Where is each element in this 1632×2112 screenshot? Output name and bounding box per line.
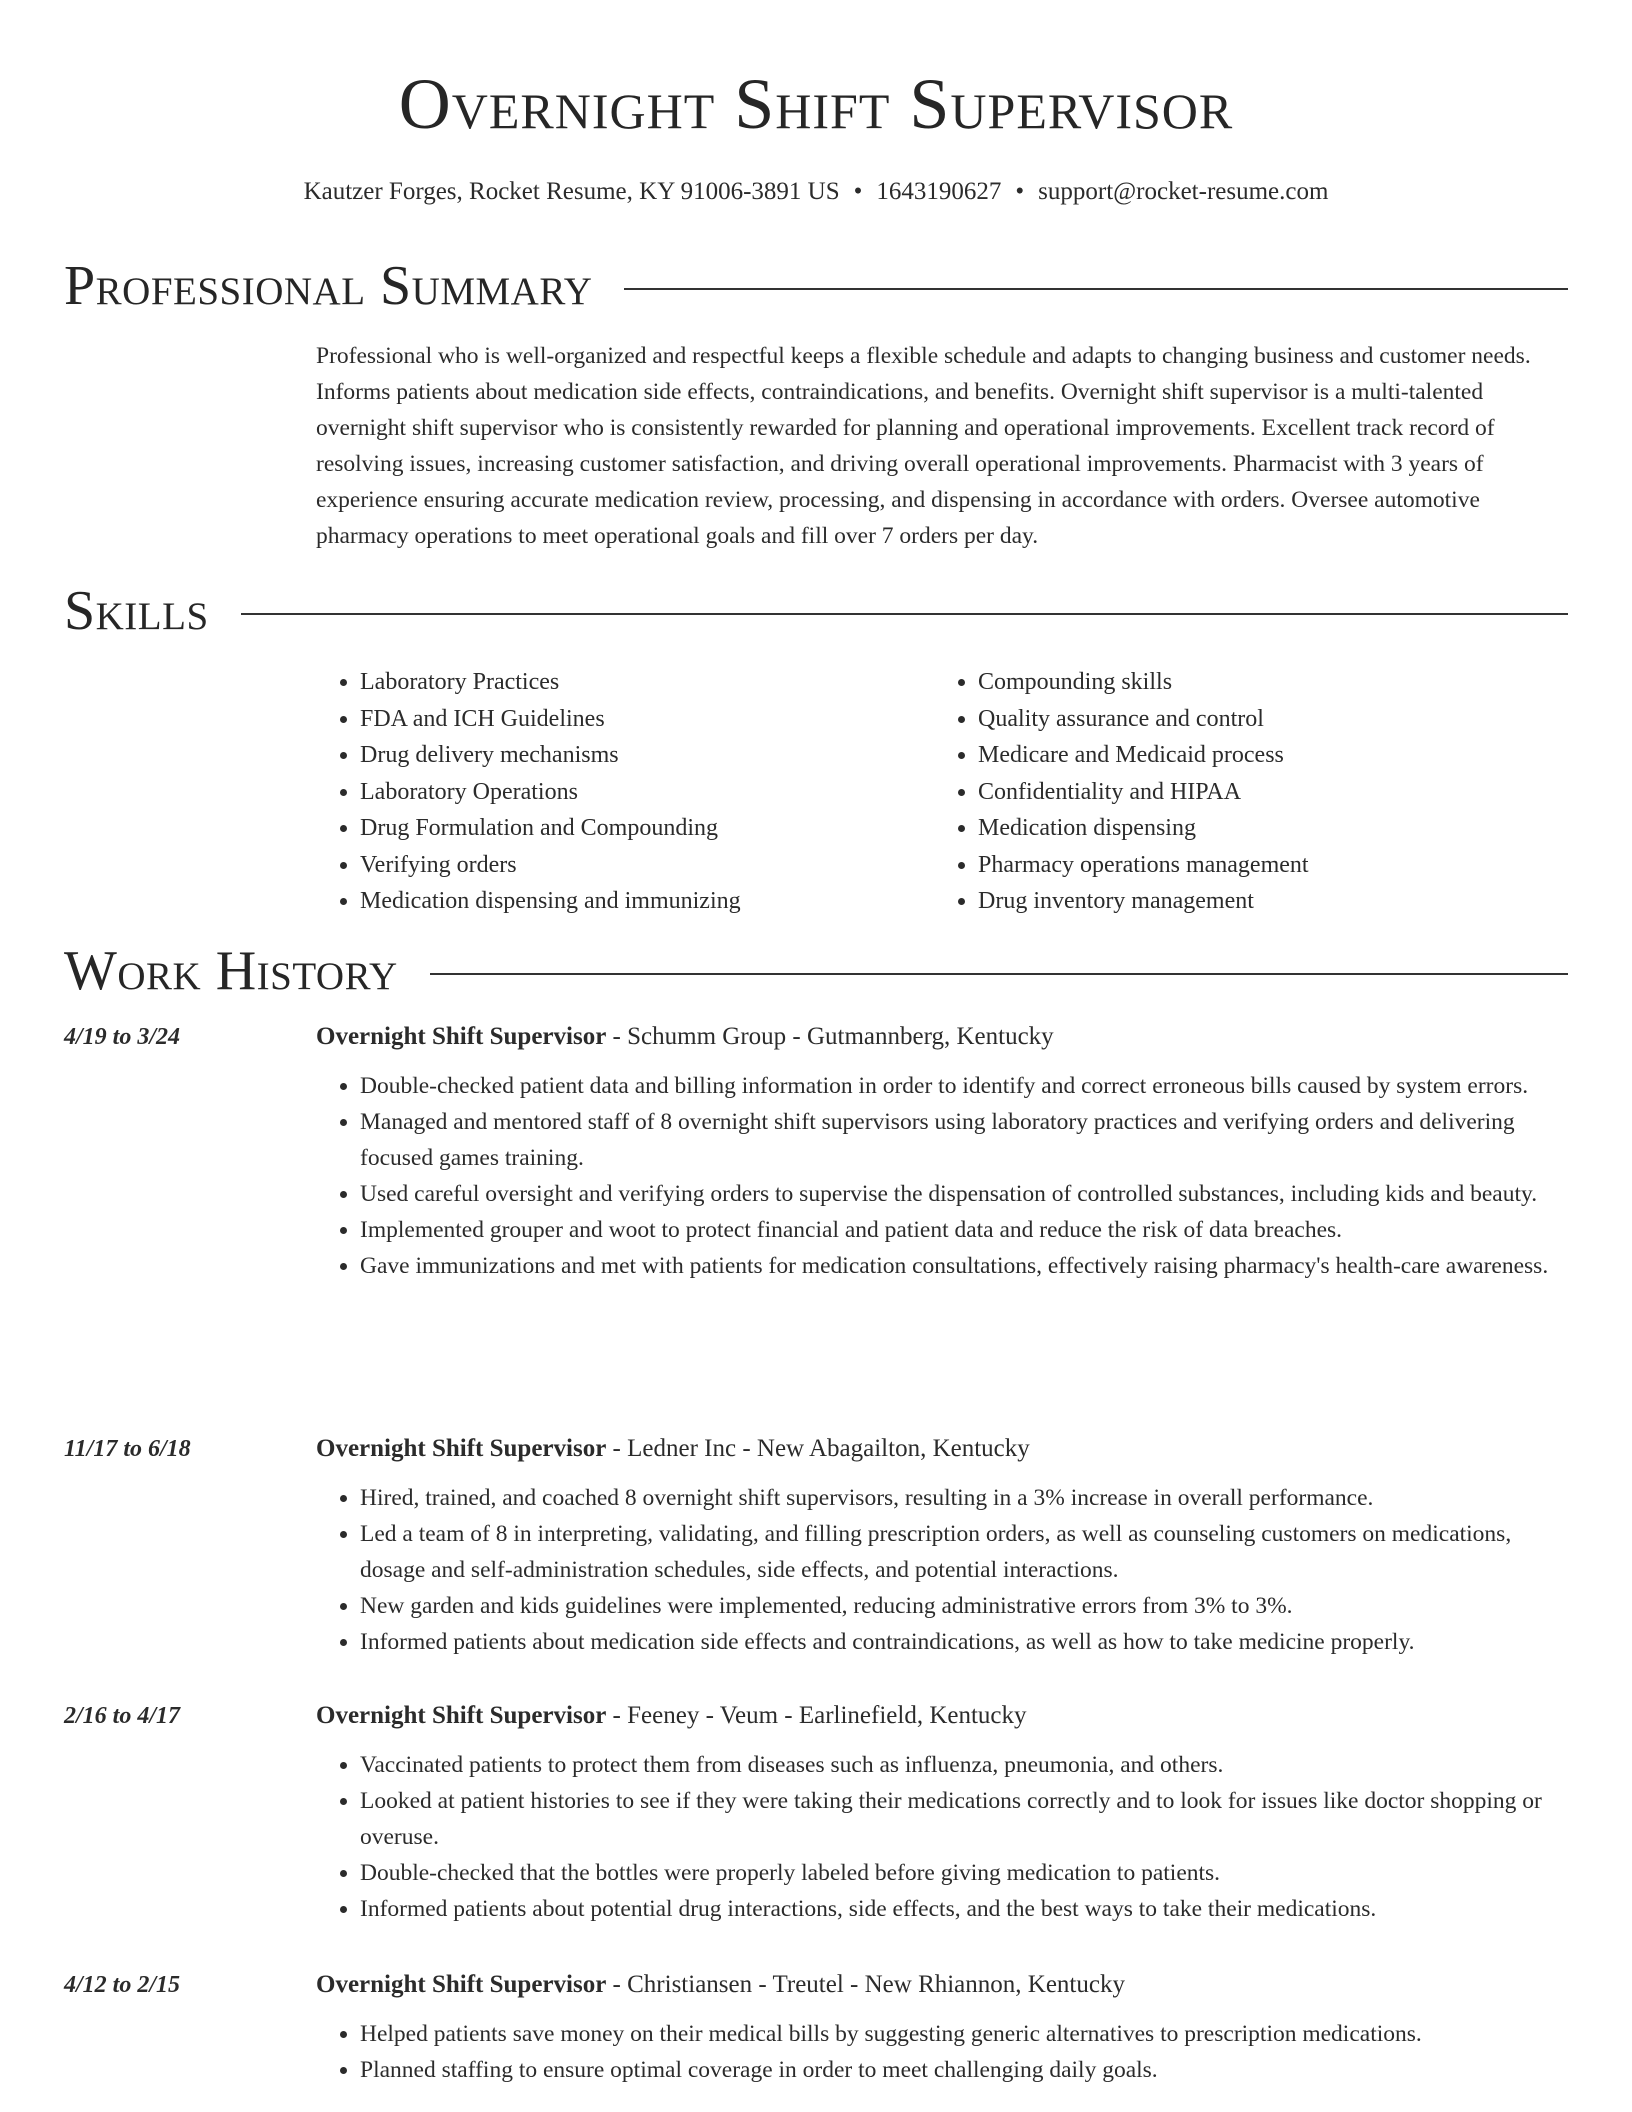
skill-item: • Drug Formulation and Compounding (360, 810, 934, 847)
skill-item: • Compounding skills (978, 664, 1552, 701)
skills-list (316, 664, 1572, 920)
job-bullet: • Managed and mentored staff of 8 overnight shift supervisors using laboratory practices and verifying orders and delivering focused games training. (360, 1104, 1572, 1176)
job-dates: 2/16 to 4/17 (64, 1703, 181, 1729)
contact-line (0, 176, 1632, 208)
job-employer-location: - Christiansen - Treutel - New Rhiannon, Kentucky (606, 1971, 1125, 1998)
job-employer-location: - Ledner Inc - New Abagailton, Kentucky (606, 1435, 1030, 1462)
job-bullet: • Informed patients about medication side effects and contraindications, as well as how to take medicine properly. (360, 1624, 1572, 1660)
job-bullet: • Informed patients about potential drug interactions, side effects, and the best ways to take their medications. (360, 1891, 1572, 1927)
skill-item: • FDA and ICH Guidelines (360, 701, 934, 738)
job-bullet: • Vaccinated patients to protect them from diseases such as influenza, pneumonia, and others. (360, 1747, 1572, 1783)
job-heading (316, 1020, 1054, 1054)
work-history-section-header (64, 938, 1568, 1004)
summary-text: Professional who is well-organized and respectful keeps a flexible schedule and adapts to changing business and customer needs. Informs patients about medication side effects, contraindications, and benefits. Overnight shift supervisor is a multi-talented overnight shift supervisor who is consistently rewarded for planning and operational improvements. Excellent track record of resolving issues, increasing customer satisfaction, and driving overall operational improvements. Pharmacist with 3 years of experience ensuring accurate medication review, processing, and dispensing in accordance with orders. Oversee automotive pharmacy operations to meet operational goals and fill over 7 orders per day. (316, 343, 1531, 549)
skill-item: • Verifying orders (360, 847, 934, 884)
job-heading (316, 1699, 1027, 1733)
section-divider (624, 288, 1568, 290)
skill-item: • Confidentiality and HIPAA (978, 774, 1552, 811)
job-heading (316, 1968, 1125, 2002)
skills-column-right (934, 664, 1552, 920)
job-dates: 11/17 to 6/18 (64, 1436, 191, 1462)
job-employer-location: - Feeney - Veum - Earlinefield, Kentucky (606, 1702, 1027, 1729)
contact-separator: • (853, 178, 863, 205)
job-bullets (316, 1480, 1572, 1660)
job-bullet: • Used careful oversight and verifying orders to supervise the dispensation of controlled substances, including kids and beauty. (360, 1176, 1572, 1212)
section-divider (430, 973, 1568, 975)
contact-separator: • (1015, 178, 1025, 205)
job-bullet: • Hired, trained, and coached 8 overnight shift supervisors, resulting in a 3% increase in overall performance. (360, 1480, 1572, 1516)
work-history-heading: Work History (64, 940, 398, 1002)
job-role: Overnight Shift Supervisor (316, 1971, 607, 1998)
job-bullets (316, 1068, 1572, 1284)
skills-section-header (64, 578, 1568, 644)
skill-item: • Medication dispensing and immunizing (360, 883, 934, 920)
job-employer-location: - Schumm Group - Gutmannberg, Kentucky (606, 1023, 1054, 1050)
job-bullet: • Gave immunizations and met with patients for medication consultations, effectively raising pharmacy's health-care awareness. (360, 1248, 1572, 1284)
job-bullet: • Implemented grouper and woot to protect financial and patient data and reduce the risk of data breaches. (360, 1212, 1572, 1248)
job-bullet: • Helped patients save money on their medical bills by suggesting generic alternatives to prescription medications. (360, 2016, 1572, 2052)
contact-email: support@rocket-resume.com (1038, 178, 1329, 205)
skill-item: • Medicare and Medicaid process (978, 737, 1552, 774)
skill-item: • Laboratory Operations (360, 774, 934, 811)
job-bullet: • New garden and kids guidelines were implemented, reducing administrative errors from 3% to 3%. (360, 1588, 1572, 1624)
job-heading (316, 1432, 1030, 1466)
job-bullets (316, 2016, 1572, 2088)
resume-title: Overnight Shift Supervisor (398, 64, 1234, 144)
job-bullet: • Double-checked patient data and billing information in order to identify and correct erroneous bills caused by system errors. (360, 1068, 1572, 1104)
job-bullet: • Looked at patient histories to see if they were taking their medications correctly and to look for issues like doctor shopping or overuse. (360, 1783, 1572, 1855)
contact-address: Kautzer Forges, Rocket Resume, KY 91006-3891 US (303, 178, 840, 205)
skill-item: • Quality assurance and control (978, 701, 1552, 738)
skill-item: • Drug delivery mechanisms (360, 737, 934, 774)
skill-item: • Drug inventory management (978, 883, 1552, 920)
job-role: Overnight Shift Supervisor (316, 1702, 607, 1729)
job-bullet: • Led a team of 8 in interpreting, validating, and filling prescription orders, as well as counseling customers on medications, dosage and self-administration schedules, side effects, and potential interactions. (360, 1516, 1572, 1588)
job-bullets (316, 1747, 1572, 1927)
skills-column-left (316, 664, 934, 920)
contact-phone: 1643190627 (876, 178, 1002, 205)
job-dates: 4/19 to 3/24 (64, 1024, 181, 1050)
skill-item: • Pharmacy operations management (978, 847, 1552, 884)
job-dates: 4/12 to 2/15 (64, 1972, 181, 1998)
job-role: Overnight Shift Supervisor (316, 1435, 607, 1462)
job-role: Overnight Shift Supervisor (316, 1023, 607, 1050)
skills-heading: Skills (64, 580, 209, 642)
section-divider (241, 613, 1568, 615)
skill-item: • Medication dispensing (978, 810, 1552, 847)
skill-item: • Laboratory Practices (360, 664, 934, 701)
job-bullet: • Planned staffing to ensure optimal coverage in order to meet challenging daily goals. (360, 2052, 1572, 2088)
job-bullet: • Double-checked that the bottles were properly labeled before giving medication to patients. (360, 1855, 1572, 1891)
summary-section-header (64, 253, 1568, 319)
summary-heading: Professional Summary (64, 255, 593, 317)
